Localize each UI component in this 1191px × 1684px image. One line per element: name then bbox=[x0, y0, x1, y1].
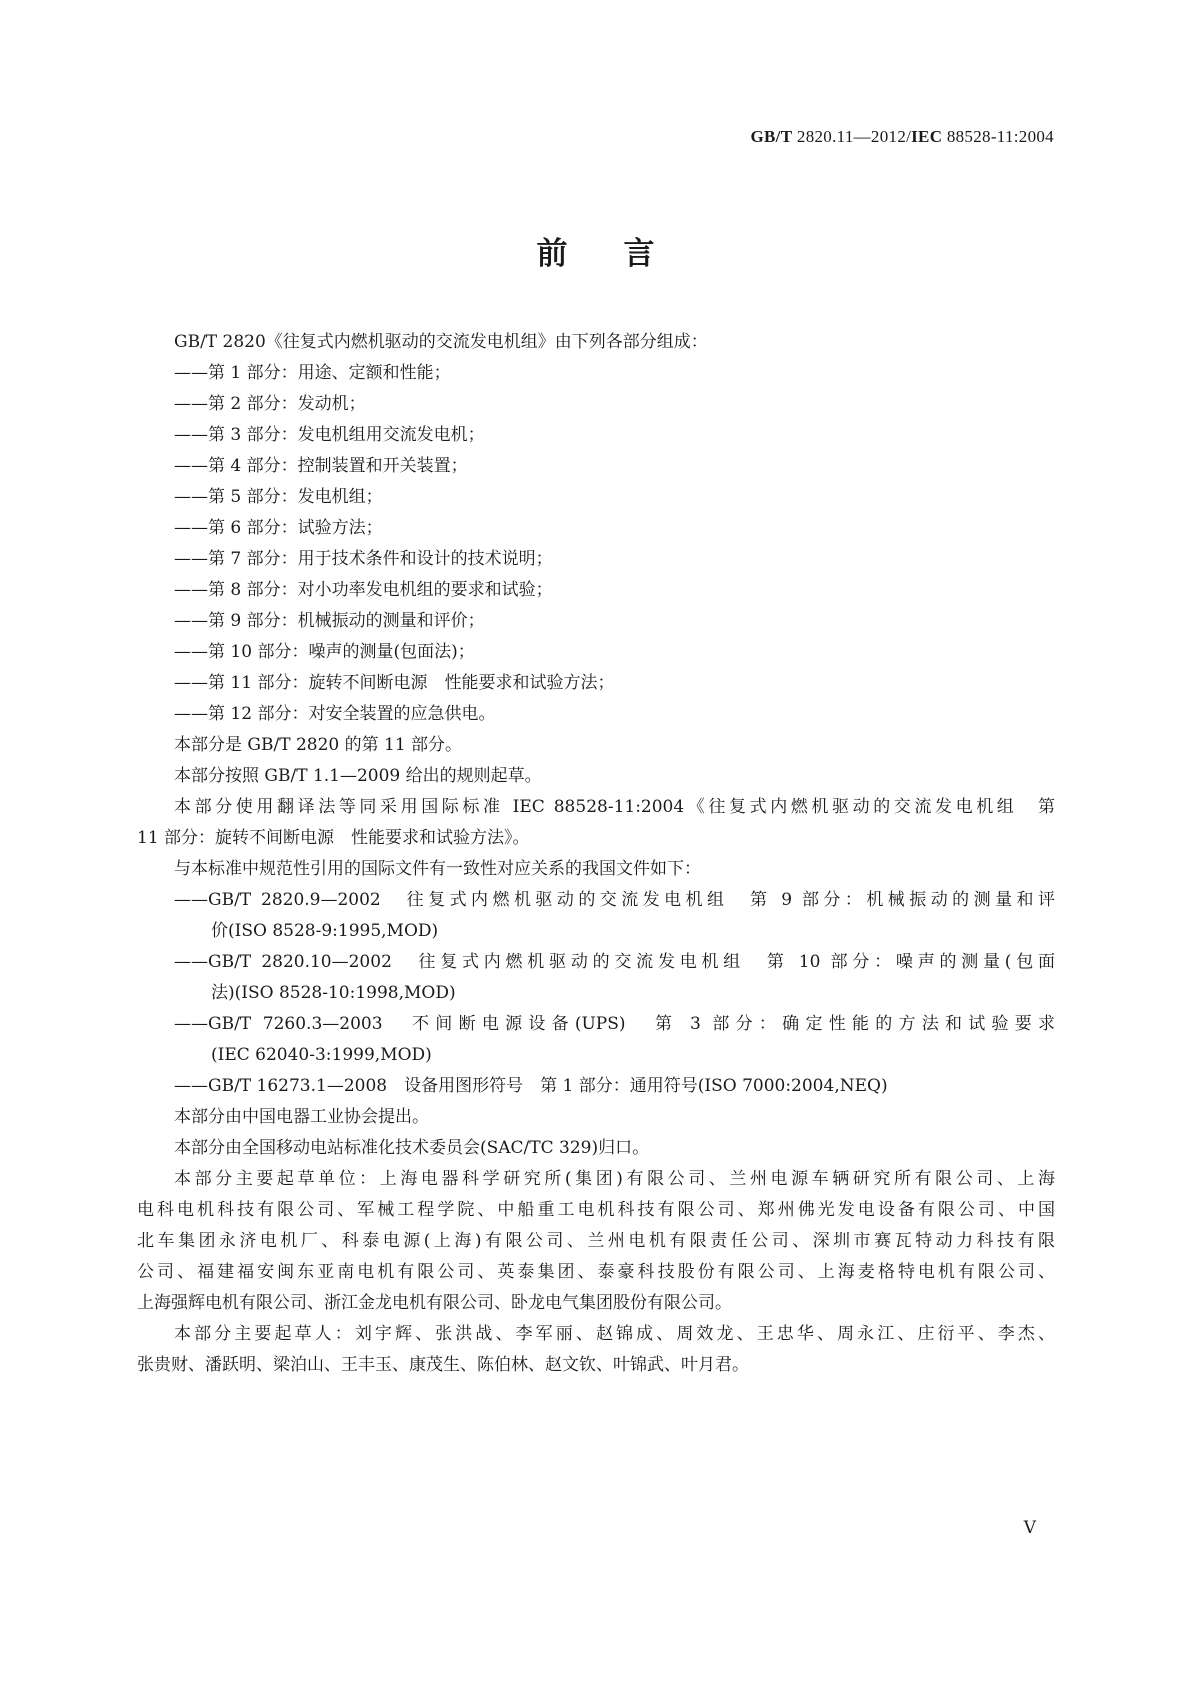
header-iec-prefix: IEC bbox=[911, 127, 943, 146]
header-gbt-number: 2820.11—2012/ bbox=[792, 127, 912, 146]
administered-by: 本部分由全国移动电站标准化技术委员会(SAC/TC 329)归口。 bbox=[174, 1138, 650, 1158]
part-list-item: ——第 3 部分：发电机组用交流发电机； bbox=[174, 425, 485, 445]
part-list-item: ——第 12 部分：对安全装置的应急供电。 bbox=[174, 704, 496, 724]
standard-number-header bbox=[751, 127, 1054, 147]
foreword-body bbox=[137, 327, 1055, 1381]
proposed-by: 本部分由中国电器工业协会提出。 bbox=[174, 1107, 429, 1127]
part-list-item: ——第 2 部分：发动机； bbox=[174, 394, 366, 414]
page-title bbox=[0, 228, 1191, 273]
drafters-line: 本部分主要起草人：刘宇辉、张洪战、李军丽、赵锦成、周效龙、王忠华、周永江、庄衍平、李杰、 bbox=[174, 1324, 1055, 1344]
reference-item-continuation: 价(ISO 8528-9:1995,MOD) bbox=[211, 921, 439, 941]
drafting-units-line: 电科电机科技有限公司、军械工程学院、中船重工电机科技有限公司、郑州佛光发电设备有限公司、中国 bbox=[137, 1200, 1055, 1220]
intro-paragraph: GB/T 2820《往复式内燃机驱动的交流发电机组》由下列各部分组成： bbox=[174, 332, 708, 352]
drafting-units-line: 上海强辉电机有限公司、浙江金龙电机有限公司、卧龙电气集团股份有限公司。 bbox=[137, 1293, 732, 1313]
reference-item-line: ——GB/T 7260.3—2003 不间断电源设备(UPS) 第 3 部分：确定性能的方法和试验要求 bbox=[174, 1014, 1055, 1034]
part-list-item: ——第 8 部分：对小功率发电机组的要求和试验； bbox=[174, 580, 553, 600]
header-iec-number: 88528-11:2004 bbox=[942, 127, 1054, 146]
drafting-units-line: 北车集团永济电机厂、科泰电源(上海)有限公司、兰州电机有限责任公司、深圳市赛瓦特动力科技有限 bbox=[137, 1231, 1055, 1251]
drafting-units-line: 本部分主要起草单位：上海电器科学研究所(集团)有限公司、兰州电源车辆研究所有限公司、上海 bbox=[174, 1169, 1055, 1189]
part-list-item: ——第 5 部分：发电机组； bbox=[174, 487, 383, 507]
title-char-2: 言 bbox=[623, 236, 655, 272]
part-list-item: ——第 4 部分：控制装置和开关装置； bbox=[174, 456, 468, 476]
part-list-item: ——第 11 部分：旋转不间断电源 性能要求和试验方法； bbox=[174, 673, 615, 693]
drafters-line: 张贵财、潘跃明、梁泊山、王丰玉、康茂生、陈伯林、赵文钦、叶锦武、叶月君。 bbox=[137, 1355, 749, 1375]
reference-item-line: ——GB/T 16273.1—2008 设备用图形符号 第 1 部分：通用符号(ISO 7000:2004,NEQ) bbox=[174, 1076, 888, 1096]
reference-item-line: ——GB/T 2820.10—2002 往复式内燃机驱动的交流发电机组 第 10 部分：噪声的测量(包面 bbox=[174, 952, 1055, 972]
statement-drafting-rules: 本部分按照 GB/T 1.1—2009 给出的规则起草。 bbox=[174, 766, 542, 786]
part-list-item: ——第 10 部分：噪声的测量(包面法)； bbox=[174, 642, 475, 662]
reference-item-continuation: (IEC 62040-3:1999,MOD) bbox=[211, 1045, 432, 1065]
reference-item-line: ——GB/T 2820.9—2002 往复式内燃机驱动的交流发电机组 第 9 部分：机械振动的测量和评 bbox=[174, 890, 1055, 910]
part-list-item: ——第 7 部分：用于技术条件和设计的技术说明； bbox=[174, 549, 553, 569]
statement-part-number: 本部分是 GB/T 2820 的第 11 部分。 bbox=[174, 735, 463, 755]
drafting-units-line: 公司、福建福安闽东亚南电机有限公司、英泰集团、泰豪科技股份有限公司、上海麦格特电机有限公司、 bbox=[137, 1262, 1055, 1282]
reference-item-continuation: 法)(ISO 8528-10:1998,MOD) bbox=[211, 983, 456, 1003]
part-list-item: ——第 1 部分：用途、定额和性能； bbox=[174, 363, 451, 383]
title-char-1: 前 bbox=[536, 236, 568, 272]
correspondence-intro: 与本标准中规范性引用的国际文件有一致性对应关系的我国文件如下： bbox=[174, 859, 701, 879]
translation-paragraph-line: 11 部分：旋转不间断电源 性能要求和试验方法》。 bbox=[137, 828, 530, 848]
page-number: V bbox=[1023, 1518, 1036, 1538]
translation-paragraph-line: 本部分使用翻译法等同采用国际标准 IEC 88528-11:2004《往复式内燃机驱动的交流发电机组 第 bbox=[174, 797, 1055, 817]
part-list-item: ——第 6 部分：试验方法； bbox=[174, 518, 383, 538]
part-list-item: ——第 9 部分：机械振动的测量和评价； bbox=[174, 611, 485, 631]
header-gbt-prefix: GB/T bbox=[750, 127, 793, 146]
